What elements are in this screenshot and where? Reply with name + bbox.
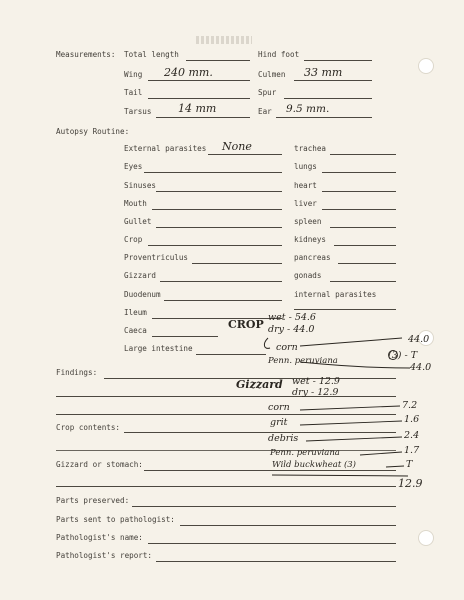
gizzard-item: corn <box>268 402 290 413</box>
left-item-label: External parasites <box>124 144 207 153</box>
gizzard-heading: Gizzard <box>236 378 283 391</box>
right-item-label: heart <box>294 181 317 190</box>
gizzard-item: grit <box>270 417 288 428</box>
crop-count-circle <box>389 351 398 360</box>
measurements-label: Measurements: <box>56 50 116 59</box>
left-item-label: Sinuses <box>124 181 157 190</box>
crop-wet: wet - 54.6 <box>268 312 316 323</box>
findings-label: Findings: <box>56 368 98 377</box>
gizzard-item-stroke <box>386 466 404 467</box>
gizzard-item-value: T <box>406 459 413 470</box>
culmen-value: 33 mm <box>304 66 343 79</box>
left-item-label: Caeca <box>124 326 147 335</box>
gizzard-item-value: 7.2 <box>402 400 418 411</box>
crop-total-2: 44.0 <box>410 362 432 373</box>
right-item-label: gonads <box>294 271 322 280</box>
right-item-label: trachea <box>294 144 327 153</box>
gizzard-item-value: 2.4 <box>404 430 420 441</box>
gizzard-wet: wet - 12.9 <box>292 376 340 387</box>
gizzard-item-stroke <box>360 452 402 455</box>
left-item-label: Crop <box>124 235 143 244</box>
spur-label: Spur <box>258 88 277 97</box>
parts-sent-label: Parts sent to pathologist: <box>56 515 175 524</box>
right-item-label: kidneys <box>294 235 327 244</box>
left-item-label: Eyes <box>124 162 143 171</box>
total-length-label: Total length <box>124 50 179 59</box>
right-item-label: lungs <box>294 162 317 171</box>
gizzard-item-stroke <box>306 437 402 441</box>
left-item-label: Duodenum <box>124 290 161 299</box>
right-item-label: liver <box>294 199 317 208</box>
hind-foot-label: Hind foot <box>258 50 300 59</box>
tarsus-value: 14 mm <box>178 102 217 115</box>
right-item-label: spleen <box>294 217 322 226</box>
crop-item-corn: corn <box>276 342 298 353</box>
gizzard-item: Penn. peruviana <box>270 448 340 458</box>
external-parasites-value: None <box>222 140 252 153</box>
left-item-label: Ileum <box>124 308 147 317</box>
tail-label: Tail <box>124 88 143 97</box>
gizzard-item-stroke <box>300 421 402 425</box>
crop-item-underline-stroke <box>300 362 410 368</box>
crop-item-penn: Penn. peruviana <box>268 356 338 366</box>
gizzard-item-stroke <box>300 406 400 410</box>
crop-total-underline-stroke <box>300 338 402 346</box>
parts-preserved-label: Parts preserved: <box>56 496 130 505</box>
gizzard-item: debris <box>268 433 299 444</box>
left-item-label: Proventriculus <box>124 253 189 262</box>
gizzard-total-underline-stroke <box>272 475 408 476</box>
wing-label: Wing <box>124 70 143 79</box>
crop-bracket-stroke <box>264 338 270 348</box>
gizzard-or-stomach-label: Gizzard or stomach: <box>56 460 143 469</box>
crop-heading: CROP <box>228 318 264 331</box>
autopsy-routine-label: Autopsy Routine: <box>56 127 130 136</box>
left-item-label: Gizzard <box>124 271 157 280</box>
right-item-label: pancreas <box>294 253 331 262</box>
pathologist-report-label: Pathologist's report: <box>56 551 153 560</box>
crop-dry: dry - 44.0 <box>268 324 315 335</box>
left-item-label: Gullet <box>124 217 152 226</box>
tarsus-label: Tarsus <box>124 107 152 116</box>
left-item-label: Large intestine <box>124 344 193 353</box>
right-item-label: internal parasites <box>294 290 377 299</box>
gizzard-dry: dry - 12.9 <box>292 387 339 398</box>
ear-value: 9.5 mm. <box>286 103 330 115</box>
crop-item-penn-count: (3) - T <box>388 350 418 361</box>
crop-total-1: 44.0 <box>408 334 430 345</box>
gizzard-item-value: 1.7 <box>404 445 420 456</box>
gizzard-item-value: 1.6 <box>404 414 420 425</box>
wing-value: 240 mm. <box>164 66 213 79</box>
gizzard-total: 12.9 <box>398 477 423 490</box>
crop-contents-label: Crop contents: <box>56 423 121 432</box>
gizzard-item: Wild buckwheat (3) <box>272 460 356 470</box>
ear-label: Ear <box>258 107 272 116</box>
culmen-label: Culmen <box>258 70 286 79</box>
pathologist-name-label: Pathologist's name: <box>56 533 143 542</box>
left-item-label: Mouth <box>124 199 147 208</box>
